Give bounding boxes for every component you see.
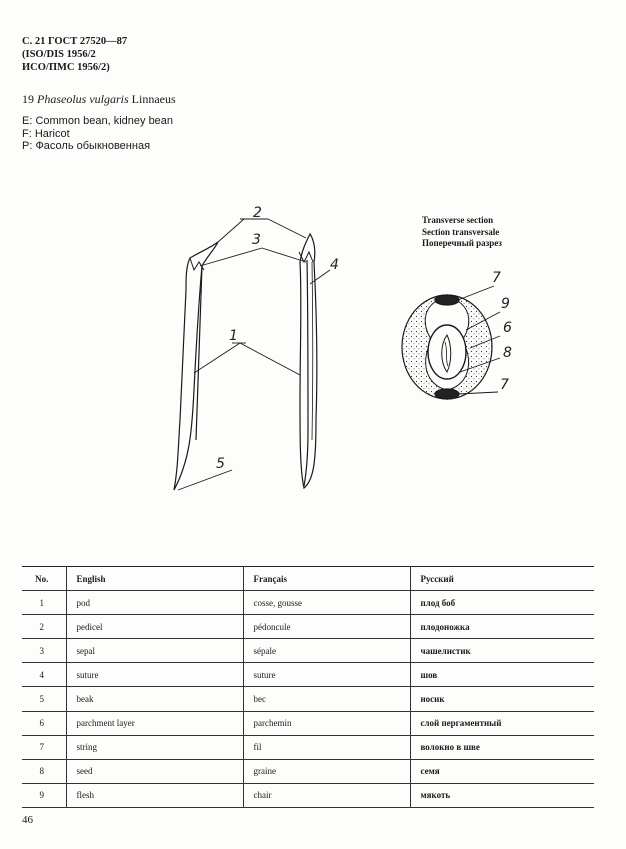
cell-russian: волокно в шве <box>410 735 594 759</box>
label-pedicel: 2 <box>253 205 262 221</box>
label-parchment: 6 <box>503 320 512 336</box>
cell-russian: семя <box>410 759 594 783</box>
cell-french: sépale <box>243 639 410 663</box>
pod-side-view <box>174 242 218 490</box>
cell-english: flesh <box>66 783 243 807</box>
cell-french: graine <box>243 759 410 783</box>
cell-no: 6 <box>22 711 66 735</box>
cell-english: suture <box>66 663 243 687</box>
cell-no: 9 <box>22 783 66 807</box>
cell-russian: плодоножка <box>410 615 594 639</box>
common-name-french: F: Haricot <box>22 127 70 140</box>
terms-table <box>22 566 594 808</box>
label-beak: 5 <box>216 456 225 472</box>
cell-french: parchemin <box>243 711 410 735</box>
pod-front-view <box>299 234 317 488</box>
table-row <box>22 759 594 783</box>
cell-no: 1 <box>22 591 66 615</box>
common-name-english: E: Common bean, kidney bean <box>22 115 174 127</box>
cell-french: suture <box>243 663 410 687</box>
cell-no: 5 <box>22 687 66 711</box>
cell-english: sepal <box>66 639 243 663</box>
cell-english: parchment layer <box>66 711 243 735</box>
cell-english: beak <box>66 687 243 711</box>
header-iso-reference-ru: ИСО/ПМС 1956/2) <box>22 62 110 73</box>
label-flesh: 9 <box>501 296 510 312</box>
cell-russian: мякоть <box>410 783 594 807</box>
table-row <box>22 735 594 759</box>
cell-no: 4 <box>22 663 66 687</box>
cell-english: seed <box>66 759 243 783</box>
cell-russian: шов <box>410 663 594 687</box>
header-iso-reference: (ISO/DIS 1956/2 <box>22 49 96 60</box>
label-string-bottom: 7 <box>500 377 509 393</box>
cell-french: fil <box>243 735 410 759</box>
cell-no: 8 <box>22 759 66 783</box>
label-suture: 4 <box>330 257 339 273</box>
transverse-section <box>402 295 492 399</box>
table-row <box>22 591 594 615</box>
label-pod: 1 <box>229 328 238 344</box>
table-row <box>22 639 594 663</box>
label-sepal: 3 <box>252 232 261 248</box>
header-no: No. <box>22 567 66 591</box>
species-author: Linnaeus <box>131 92 176 106</box>
table-row <box>22 663 594 687</box>
header-french: Français <box>243 567 410 591</box>
table-row <box>22 783 594 807</box>
label-seed: 8 <box>503 345 512 361</box>
species-number: 19 <box>22 92 34 106</box>
table-row <box>22 615 594 639</box>
header-russian: Русский <box>410 567 594 591</box>
common-name-russian: P: Фасоль обыкновенная <box>22 140 151 152</box>
table-row <box>22 687 594 711</box>
cell-no: 2 <box>22 615 66 639</box>
cell-french: pédoncule <box>243 615 410 639</box>
cell-russian: плод боб <box>410 591 594 615</box>
cell-no: 7 <box>22 735 66 759</box>
cell-no: 3 <box>22 639 66 663</box>
cell-russian: чашелистик <box>410 639 594 663</box>
header-english: English <box>66 567 243 591</box>
table-header-row <box>22 567 594 591</box>
section-caption-fr: Section transversale <box>422 226 500 237</box>
section-caption-ru: Поперечный разрез <box>422 238 502 248</box>
label-string-top: 7 <box>492 270 501 286</box>
cell-english: string <box>66 735 243 759</box>
table-row <box>22 711 594 735</box>
cell-russian: слой пергаментный <box>410 711 594 735</box>
section-caption-en: Transverse section <box>422 215 494 225</box>
cell-russian: носик <box>410 687 594 711</box>
species-latin-name: Phaseolus vulgaris <box>37 92 129 106</box>
header-standard-number: С. 21 ГОСТ 27520—87 <box>22 36 128 47</box>
cell-french: chair <box>243 783 410 807</box>
page-number: 46 <box>22 814 33 826</box>
cell-french: cosse, gousse <box>243 591 410 615</box>
cell-english: pedicel <box>66 615 243 639</box>
cell-french: bec <box>243 687 410 711</box>
cell-english: pod <box>66 591 243 615</box>
